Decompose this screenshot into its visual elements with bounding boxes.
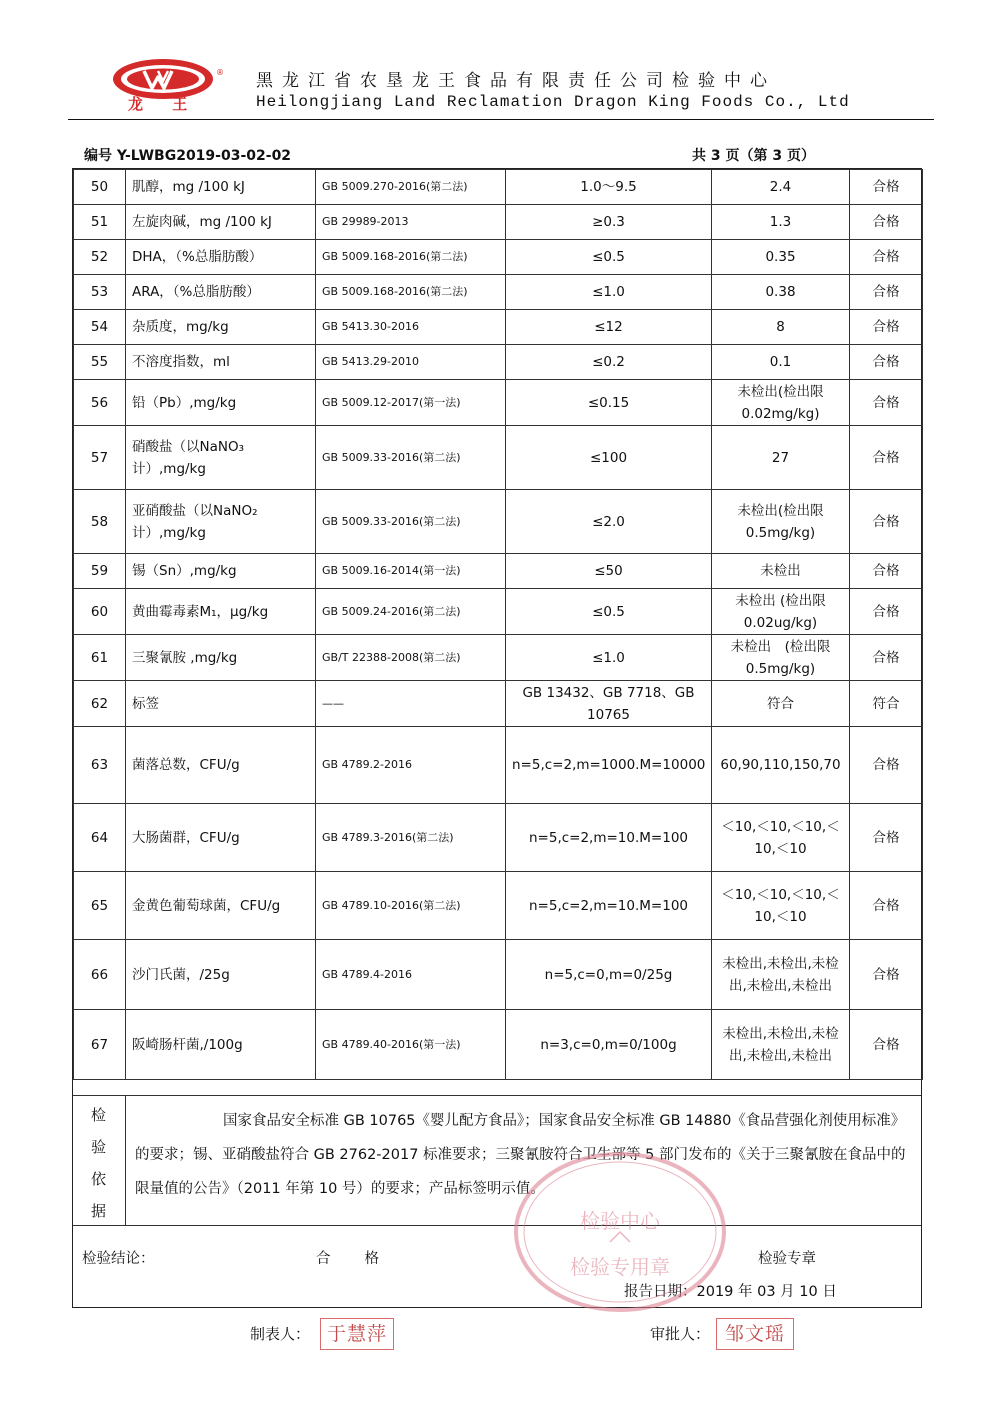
conclusion-label: 检验结论： bbox=[82, 1251, 155, 1267]
item-name: 硝酸盐（以NaNO₃计）,mg/kg bbox=[126, 426, 316, 490]
basis-label-char: 检 bbox=[91, 1106, 107, 1124]
row-number: 55 bbox=[74, 345, 126, 380]
row-number: 54 bbox=[74, 310, 126, 345]
inspection-basis bbox=[73, 1095, 921, 1226]
results-table bbox=[73, 169, 923, 1080]
test-method: GB/T 22388-2008(第二法) bbox=[316, 635, 506, 681]
table-row bbox=[74, 490, 923, 554]
standard-requirement: ≤0.5 bbox=[506, 240, 712, 275]
report-date: 报告日期：2019 年 03 月 10 日 bbox=[624, 1284, 837, 1300]
standard-requirement: n=5,c=2,m=1000.M=10000 bbox=[506, 727, 712, 804]
item-name: ARA，（%总脂肪酸） bbox=[126, 275, 316, 310]
standard-requirement: ≤0.2 bbox=[506, 345, 712, 380]
standard-requirement: ≤100 bbox=[506, 426, 712, 490]
svg-text:®: ® bbox=[216, 68, 224, 77]
standard-requirement: ≤0.15 bbox=[506, 380, 712, 426]
basis-label bbox=[73, 1096, 126, 1226]
judgment: 合格 bbox=[850, 380, 923, 426]
row-number: 61 bbox=[74, 635, 126, 681]
seal-bottom-text: 检验专用章 bbox=[570, 1255, 670, 1279]
conclusion-value: 合格 bbox=[316, 1251, 413, 1267]
table-row bbox=[74, 681, 923, 727]
table-row bbox=[74, 426, 923, 490]
test-result: 1.3 bbox=[712, 205, 850, 240]
table-row bbox=[74, 589, 923, 635]
test-method: —— bbox=[316, 681, 506, 727]
judgment: 合格 bbox=[850, 170, 923, 205]
approved-by-label: 审批人： bbox=[650, 1325, 711, 1343]
prepared-by-label: 制表人： bbox=[250, 1325, 311, 1343]
header-divider bbox=[68, 119, 934, 120]
company-name-cn: 黑龙江省农垦龙王食品有限责任公司检验中心 bbox=[256, 71, 776, 91]
test-method: GB 4789.2-2016 bbox=[316, 727, 506, 804]
test-method: GB 5009.270-2016(第二法) bbox=[316, 170, 506, 205]
item-name: 杂质度，mg/kg bbox=[126, 310, 316, 345]
table-row bbox=[74, 345, 923, 380]
judgment: 合格 bbox=[850, 635, 923, 681]
test-result: ＜10,＜10,＜10,＜10,＜10 bbox=[712, 872, 850, 940]
table-row bbox=[74, 380, 923, 426]
test-method: GB 5009.168-2016(第二法) bbox=[316, 240, 506, 275]
judgment: 合格 bbox=[850, 205, 923, 240]
row-number: 59 bbox=[74, 554, 126, 589]
table-row bbox=[74, 872, 923, 940]
judgment: 合格 bbox=[850, 727, 923, 804]
table-row bbox=[74, 727, 923, 804]
test-result: 未检出 (检出限 0.02ug/kg) bbox=[712, 589, 850, 635]
judgment: 合格 bbox=[850, 426, 923, 490]
table-row bbox=[74, 940, 923, 1010]
test-result: 未检出(检出限 0.02mg/kg) bbox=[712, 380, 850, 426]
table-row bbox=[74, 205, 923, 240]
test-method: GB 5009.24-2016(第二法) bbox=[316, 589, 506, 635]
row-number: 67 bbox=[74, 1010, 126, 1080]
item-name: 亚硝酸盐（以NaNO₂计）,mg/kg bbox=[126, 490, 316, 554]
row-number: 66 bbox=[74, 940, 126, 1010]
seal-label: 检验专章 bbox=[758, 1251, 816, 1267]
item-name: 铅（Pb）,mg/kg bbox=[126, 380, 316, 426]
standard-requirement: ≤0.5 bbox=[506, 589, 712, 635]
row-number: 53 bbox=[74, 275, 126, 310]
judgment: 合格 bbox=[850, 940, 923, 1010]
test-result: 0.1 bbox=[712, 345, 850, 380]
row-number: 60 bbox=[74, 589, 126, 635]
conclusion-divider bbox=[73, 1225, 921, 1226]
standard-requirement: n=5,c=2,m=10.M=100 bbox=[506, 872, 712, 940]
table-row bbox=[74, 310, 923, 345]
row-number: 58 bbox=[74, 490, 126, 554]
standard-requirement: ≤1.0 bbox=[506, 275, 712, 310]
approved-by-signature: 邹文瑶 bbox=[716, 1318, 794, 1350]
item-name: 金黄色葡萄球菌，CFU/g bbox=[126, 872, 316, 940]
test-result: 未检出 (检出限 0.5mg/kg) bbox=[712, 635, 850, 681]
test-result: 60,90,110,150,70 bbox=[712, 727, 850, 804]
basis-label-char: 据 bbox=[91, 1202, 107, 1220]
test-result: 0.38 bbox=[712, 275, 850, 310]
test-method: GB 5413.29-2010 bbox=[316, 345, 506, 380]
test-method: GB 4789.40-2016(第一法) bbox=[316, 1010, 506, 1080]
judgment: 合格 bbox=[850, 490, 923, 554]
item-name: 三聚氰胺 ,mg/kg bbox=[126, 635, 316, 681]
test-result: 2.4 bbox=[712, 170, 850, 205]
standard-requirement: n=5,c=0,m=0/25g bbox=[506, 940, 712, 1010]
table-row bbox=[74, 635, 923, 681]
row-number: 57 bbox=[74, 426, 126, 490]
judgment: 合格 bbox=[850, 1010, 923, 1080]
basis-label-char: 验 bbox=[91, 1138, 107, 1156]
item-name: 锡（Sn）,mg/kg bbox=[126, 554, 316, 589]
table-row bbox=[74, 240, 923, 275]
judgment: 合格 bbox=[850, 804, 923, 872]
standard-requirement: ≤50 bbox=[506, 554, 712, 589]
standard-requirement: n=5,c=2,m=10.M=100 bbox=[506, 804, 712, 872]
judgment: 合格 bbox=[850, 310, 923, 345]
item-name: 菌落总数，CFU/g bbox=[126, 727, 316, 804]
basis-label-char: 依 bbox=[91, 1170, 107, 1188]
item-name: 沙门氏菌，/25g bbox=[126, 940, 316, 1010]
test-method: GB 5009.33-2016(第二法) bbox=[316, 426, 506, 490]
judgment: 合格 bbox=[850, 345, 923, 380]
standard-requirement: n=3,c=0,m=0/100g bbox=[506, 1010, 712, 1080]
standard-requirement: ≥0.3 bbox=[506, 205, 712, 240]
judgment: 符合 bbox=[850, 681, 923, 727]
results-table-body bbox=[74, 170, 923, 1080]
page-count: 共 3 页（第 3 页） bbox=[692, 148, 815, 164]
test-result: 未检出 bbox=[712, 554, 850, 589]
table-row bbox=[74, 275, 923, 310]
row-number: 62 bbox=[74, 681, 126, 727]
row-number: 65 bbox=[74, 872, 126, 940]
test-result: 符合 bbox=[712, 681, 850, 727]
test-result: 未检出,未检出,未检出,未检出,未检出 bbox=[712, 1010, 850, 1080]
judgment: 合格 bbox=[850, 240, 923, 275]
row-number: 63 bbox=[74, 727, 126, 804]
judgment: 合格 bbox=[850, 589, 923, 635]
item-name: 黄曲霉毒素M₁，μg/kg bbox=[126, 589, 316, 635]
test-method: GB 5009.168-2016(第二法) bbox=[316, 275, 506, 310]
test-method: GB 4789.10-2016(第二法) bbox=[316, 872, 506, 940]
row-number: 52 bbox=[74, 240, 126, 275]
test-method: GB 4789.3-2016(第二法) bbox=[316, 804, 506, 872]
seal-center-text: 检验中心 bbox=[580, 1209, 660, 1233]
report-number: 编号 Y-LWBG2019-03-02-02 bbox=[84, 148, 292, 164]
test-method: GB 29989-2013 bbox=[316, 205, 506, 240]
item-name: 不溶度指数，ml bbox=[126, 345, 316, 380]
test-result: ＜10,＜10,＜10,＜10,＜10 bbox=[712, 804, 850, 872]
test-method: GB 5009.12-2017(第一法) bbox=[316, 380, 506, 426]
prepared-by-signature: 于慧萍 bbox=[320, 1318, 394, 1350]
item-name: 阪崎肠杆菌,/100g bbox=[126, 1010, 316, 1080]
test-method: GB 5009.16-2014(第一法) bbox=[316, 554, 506, 589]
standard-requirement: 1.0～9.5 bbox=[506, 170, 712, 205]
standard-requirement: ≤1.0 bbox=[506, 635, 712, 681]
row-number: 51 bbox=[74, 205, 126, 240]
standard-requirement: ≤2.0 bbox=[506, 490, 712, 554]
standard-requirement: ≤12 bbox=[506, 310, 712, 345]
test-result: 0.35 bbox=[712, 240, 850, 275]
table-row bbox=[74, 804, 923, 872]
item-name: 大肠菌群，CFU/g bbox=[126, 804, 316, 872]
table-row bbox=[74, 1010, 923, 1080]
standard-requirement: GB 13432、GB 7718、GB 10765 bbox=[506, 681, 712, 727]
table-row bbox=[74, 170, 923, 205]
row-number: 64 bbox=[74, 804, 126, 872]
item-name: DHA，（%总脂肪酸） bbox=[126, 240, 316, 275]
test-result: 8 bbox=[712, 310, 850, 345]
row-number: 50 bbox=[74, 170, 126, 205]
item-name: 左旋肉碱，mg /100 kJ bbox=[126, 205, 316, 240]
basis-text: 国家食品安全标准 GB 10765《婴儿配方食品》；国家食品安全标准 GB 14880《食品营强化剂使用标准》的要求；锡、亚硝酸盐符合 GB 2762-2017 标准要求；三聚氰胺符合卫生部等 5 部门发布的《关于三聚氰胺在食品中的限量值的公告》（2011 年第 10 号）的要求；产品标签明示值。 bbox=[135, 1113, 906, 1197]
test-result: 未检出,未检出,未检出,未检出,未检出 bbox=[712, 940, 850, 1010]
judgment: 合格 bbox=[850, 554, 923, 589]
judgment: 合格 bbox=[850, 872, 923, 940]
item-name: 标签 bbox=[126, 681, 316, 727]
test-method: GB 5413.30-2016 bbox=[316, 310, 506, 345]
row-number: 56 bbox=[74, 380, 126, 426]
judgment: 合格 bbox=[850, 275, 923, 310]
test-result: 未检出(检出限 0.5mg/kg) bbox=[712, 490, 850, 554]
logo-text: 龙 王 bbox=[128, 95, 200, 113]
test-method: GB 5009.33-2016(第二法) bbox=[316, 490, 506, 554]
test-result: 27 bbox=[712, 426, 850, 490]
company-name-en: Heilongjiang Land Reclamation Dragon King Foods Co., Ltd bbox=[256, 93, 850, 111]
inspection-sheet bbox=[72, 168, 922, 1308]
table-row bbox=[74, 554, 923, 589]
test-method: GB 4789.4-2016 bbox=[316, 940, 506, 1010]
item-name: 肌醇，mg /100 kJ bbox=[126, 170, 316, 205]
